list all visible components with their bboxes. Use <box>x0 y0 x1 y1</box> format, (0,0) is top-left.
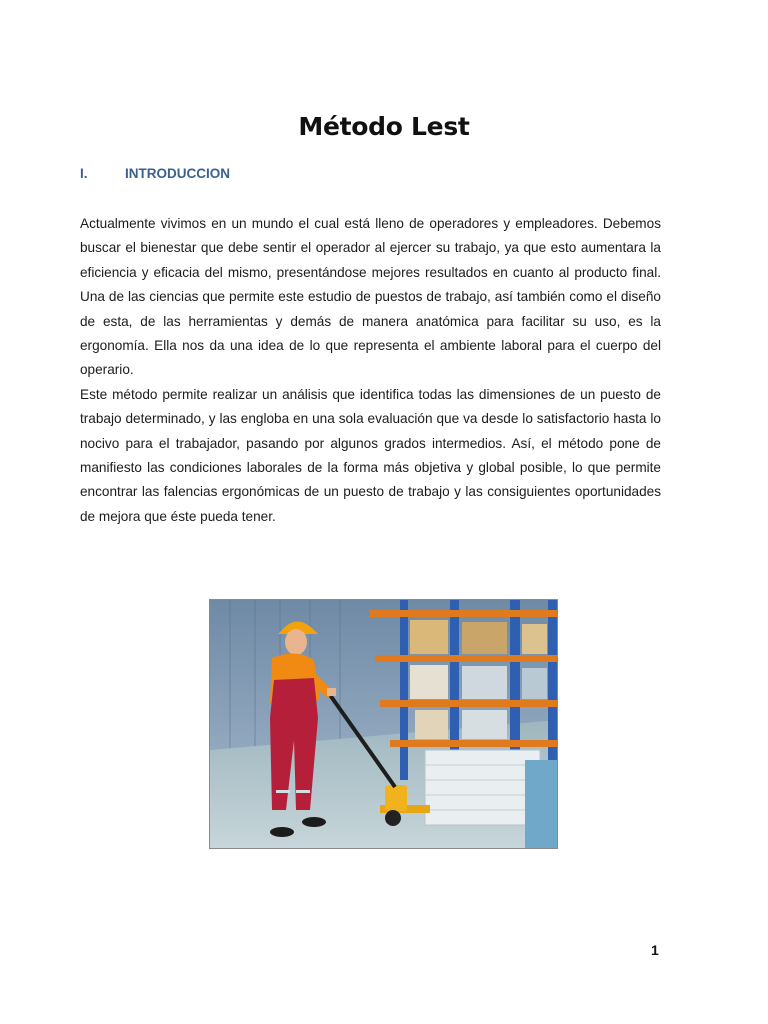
section-heading <box>80 166 230 181</box>
paragraph-1: Actualmente vivimos en un mundo el cual está lleno de operadores y empleadores. Debemos buscar el bienestar que debe sentir el operador al ejercer su trabajo, ya que esto aumentara la eficiencia y eficacia del mismo, presentándose mejores resultados en cuanto al producto final. Una de las ciencias que permite este estudio de puestos de trabajo, así también como el diseño de esta, de las herramientas y demás de manera anatómica para facilitar su uso, es la ergonomía. Ella nos da una idea de lo que representa el ambiente laboral para el cuerpo del operario. <box>80 216 661 378</box>
document-title: Método Lest <box>298 112 470 141</box>
section-number: I. <box>80 166 88 181</box>
paragraph-2: Este método permite realizar un análisis que identifica todas las dimensiones de un puesto de trabajo determinado, y las engloba en una sola evaluación que va desde lo satisfactorio hasta lo nocivo para el trabajador, pasando por algunos grados intermedios. Así, el método pone de manifiesto las condiciones laborales de la forma más objetiva y global posible, lo que permite encontrar las falencias ergonómicas de un puesto de trabajo y las consiguientes oportunidades de mejora que éste pueda tener. <box>80 386 661 524</box>
section-heading-text: INTRODUCCION <box>125 166 230 181</box>
page-number: 1 <box>651 942 659 958</box>
warehouse-photo-illustration <box>210 600 558 849</box>
warehouse-worker-photo <box>209 599 558 849</box>
body-text <box>80 212 661 529</box>
